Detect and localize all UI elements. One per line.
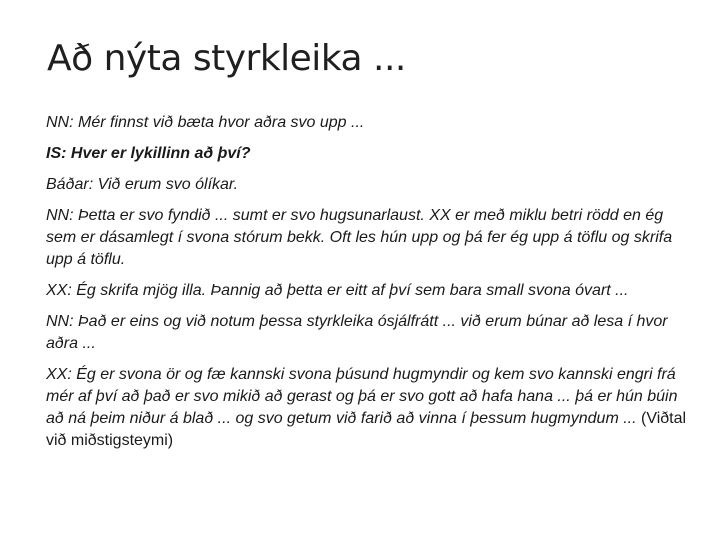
slide-body <box>46 112 696 461</box>
quote-paragraph-6: NN: Það er eins og við notum þessa styrkleika ósjálfrátt ... við erum búnar að lesa í hvor aðra ... <box>46 313 668 352</box>
slide-title: Að nýta styrkleika ... <box>47 38 406 79</box>
quote-paragraph-1: NN: Mér finnst við bæta hvor aðra svo upp ... <box>46 114 365 131</box>
quote-paragraph-3: Báðar: Við erum svo ólíkar. <box>46 176 239 193</box>
quote-paragraph-7-text: XX: Ég er svona ör og fæ kannski svona þúsund hugmyndir og kem svo kannski engri frá mér af því að það er svo mikið að gerast og þá er svo gott að hafa hana ... þá er hún búin að ná þeim niður á blað ... og svo getum við farið að vinna í þessum hugmyndum ... <box>46 366 678 427</box>
quote-paragraph-4: NN: Þetta er svo fyndið ... sumt er svo hugsunarlaust. XX er með miklu betri rödd en ég sem er dásamlegt í svona stórum bekk. Oft les hún upp og þá fer ég upp á töflu og skrifa upp á töflu. <box>46 207 673 268</box>
interview-citation: (Viðtal við miðstigsteymi) <box>46 410 687 449</box>
quote-paragraph-5: XX: Ég skrifa mjög illa. Þannig að þetta er eitt af því sem bara small svona óvart ... <box>46 282 629 299</box>
quote-paragraph-2: IS: Hver er lykillinn að því? <box>46 145 251 162</box>
quote-paragraph-7 <box>46 364 696 452</box>
